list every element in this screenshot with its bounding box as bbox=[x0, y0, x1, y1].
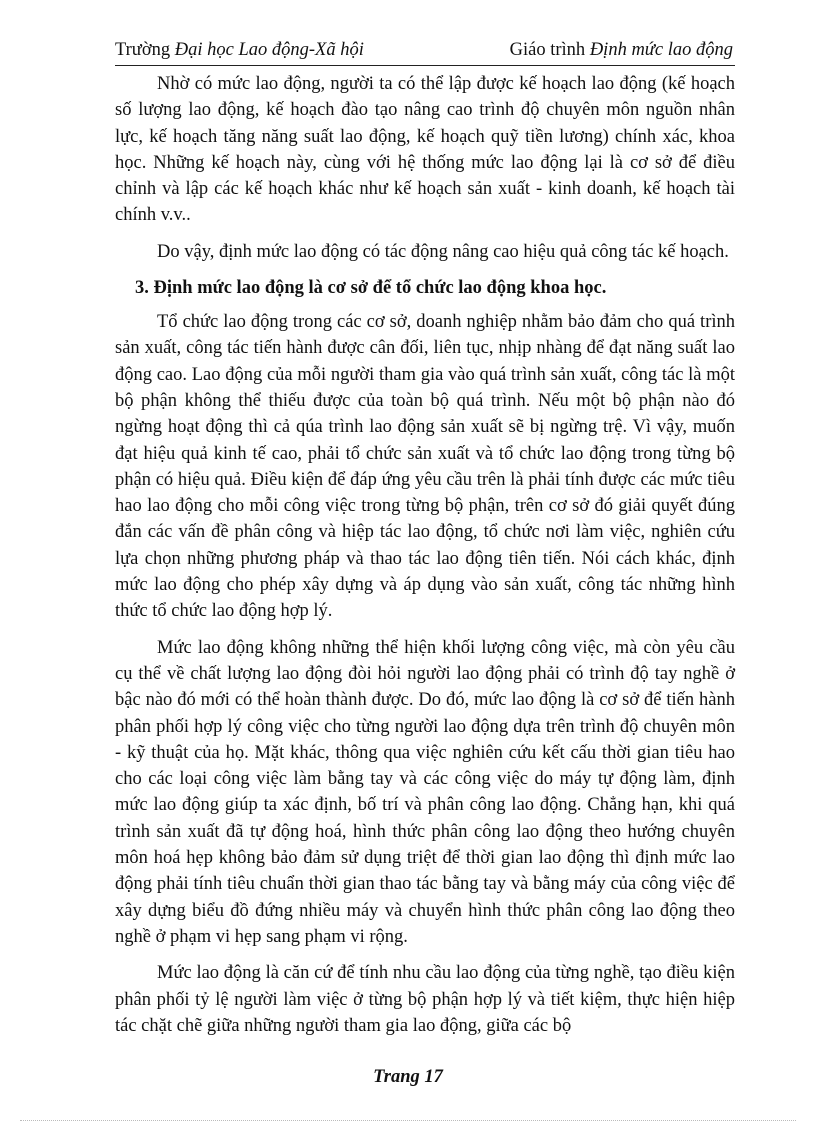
paragraph-5: Mức lao động là căn cứ để tính nhu cầu lao động của từng nghề, tạo điều kiện phân phối tỷ lệ người làm việc ở từng bộ phận hợp lý và tiết kiệm, thực hiện hiệp tác chặt chẽ giữa những người tham gia lao động, giữa các bộ bbox=[115, 963, 735, 1036]
body-text bbox=[115, 71, 735, 1049]
section-heading: 3. Định mức lao động là cơ sở để tổ chức lao động khoa học. bbox=[135, 278, 607, 299]
page-number: Trang 17 bbox=[373, 1067, 443, 1087]
header-school-name: Đại học Lao động-Xã hội bbox=[174, 40, 364, 60]
paragraph-4: Mức lao động không những thể hiện khối lượng công việc, mà còn yêu cầu cụ thể về chất lượng lao động đòi hỏi người lao động phải có trình độ tay nghề ở bậc nào đó mới có thể hoàn thành được. Do đó, mức lao động là cơ sở để tiến hành phân phối hợp lý công việc cho từng người lao động dựa trên trình độ chuyên môn - kỹ thuật của họ. Mặt khác, thông qua việc nghiên cứu kết cấu thời gian tiêu hao cho các loại công việc làm bằng tay và các công việc do máy tự động làm, định mức lao động giúp ta xác định, bố trí và phân công lao động. Chẳng hạn, khi quá trình sản xuất đã tự động hoá, hình thức phân công lao động theo hướng chuyên môn hoá hẹp không bảo đảm sử dụng triệt để thời gian lao động thì định mức lao động phải tính tiêu chuẩn thời gian thao tác bằng tay và bằng máy của công việc để xây dựng biểu đồ đứng nhiều máy và chuyển hình thức phân công lao động theo nghề ở phạm vi hẹp sang phạm vi rộng. bbox=[115, 637, 735, 947]
page-header bbox=[115, 40, 735, 64]
header-school-prefix: Trường bbox=[115, 40, 175, 60]
header-divider bbox=[115, 65, 735, 66]
header-book-title: Định mức lao động bbox=[589, 40, 733, 60]
header-school bbox=[115, 40, 364, 61]
paragraph-1: Nhờ có mức lao động, người ta có thể lập được kế hoạch lao động (kế hoạch số lượng lao động, kế hoạch đào tạo nâng cao trình độ chuyên môn nguồn nhân lực, kế hoạch tăng năng suất lao động, kế hoạch quỹ tiền lương) chính xác, khoa học. Những kế hoạch này, cùng với hệ thống mức lao động lại là cơ sở để điều chỉnh và lập các kế hoạch khác như kế hoạch sản xuất - kinh doanh, kế hoạch tài chính v.v.. bbox=[115, 74, 735, 226]
paragraph-2: Do vậy, định mức lao động có tác động nâng cao hiệu quả công tác kế hoạch. bbox=[157, 241, 729, 262]
paragraph-3: Tổ chức lao động trong các cơ sở, doanh nghiệp nhằm bảo đảm cho quá trình sản xuất, công tác tiến hành được cân đối, liên tục, nhịp nhàng để đạt năng suất lao động cao. Lao động của mỗi người tham gia vào quá trình sản xuất, công tác là một bộ phận không thể thiếu được của toàn bộ quá trình. Nếu một bộ phận nào đó ngừng hoạt động thì cả qúa trình lao động sản xuất sẽ bị ngừng trệ. Vì vậy, muốn đạt hiệu quả kinh tế cao, phải tổ chức sản xuất và tổ chức lao động trong từng bộ phận có hiệu quả. Điều kiện để đáp ứng yêu cầu trên là phải tính được các mức tiêu hao lao động cho mỗi công việc trong từng bộ phận, trên cơ sở đó giải quyết đúng đắn các vấn đề phân công và hiệp tác lao động, tổ chức nơi làm việc, nghiên cứu lựa chọn những phương pháp và thao tác lao động tiên tiến. Nói cách khác, định mức lao động cho phép xây dựng và áp dụng vào sản xuất, công tác những hình thức tổ chức lao động hợp lý. bbox=[115, 312, 735, 622]
header-book bbox=[510, 40, 733, 61]
page-bottom-divider bbox=[20, 1120, 796, 1121]
header-book-prefix: Giáo trình bbox=[509, 40, 590, 60]
